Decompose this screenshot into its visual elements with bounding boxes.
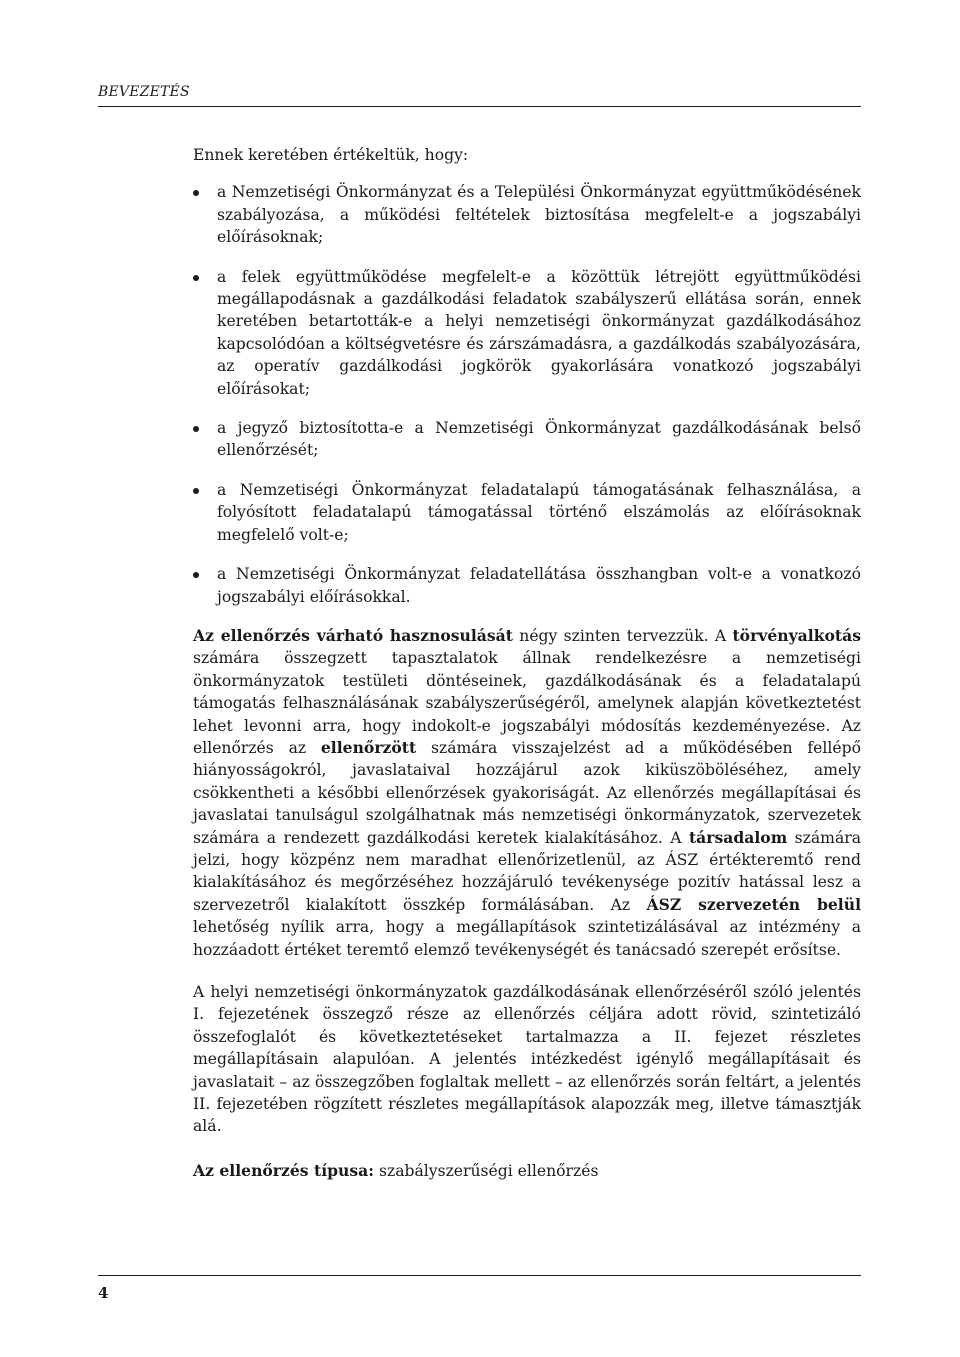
list-item-text: a Nemzetiségi Önkormányzat feladatalapú támogatásának felhasználása, a folyósított feladatalapú támogatással történő elszámolás az előírásoknak megfelelő volt-e; [217,480,861,544]
bullet-icon [193,426,199,432]
paragraph-text: számára visszajelzést ad a működésében fellépő hiányosságokról, javaslataival hozzájárul azok kiküszöböléséhez, amely csökkentheti a későbbi ellenőrzések gyakoriságát. Az ellenőrzés megállapításai és javaslatai tanulságul szolgálhatnak más nemzetiségi önkormányzatok, szervezetek számára a rendezett gazdálkodási keretek kialakításához. A [193,738,861,847]
page-body [193,144,861,1182]
audit-type-line [193,1160,861,1182]
bullet-icon [193,190,199,196]
utilization-paragraph [193,625,861,961]
list-item-text: a felek együttműködése megfelelt-e a közöttük létrejött együttműködési megállapodásnak a gazdálkodási feladatok szabályszerű ellátása során, ennek keretében betartották-e a helyi nemzetiségi önkormányzat gazdálkodásához kapcsolódóan a költségvetésre és zárszámadásra, a gazdálkodás szabályozására, az operatív gazdálkodási jogkörök gyakorlására vonatkozó jogszabályi előírásokat; [217,267,861,398]
bullet-icon [193,488,199,494]
paragraph-text: négy szinten tervezzük. A [512,626,733,645]
paragraph-text: lehetőség nyílik arra, hogy a megállapítások szintetizálásával az intézmény a hozzáadott értéket teremtő elemző tevékenységét és tanácsadó szerepét erősítse. [193,918,861,959]
audit-type-value: szabályszerűségi ellenőrzés [374,1161,599,1180]
bold-term: törvényalkotás [732,625,862,645]
bullet-icon [193,572,199,578]
list-item [193,417,861,462]
list-item [193,181,861,248]
report-structure-paragraph: A helyi nemzetiségi önkormányzatok gazdálkodásának ellenőrzéséről szóló jelentés I. fejezetének összegző része az ellenőrzés céljára adott rövid, szintetizáló összefoglalót és következtetéseket tartalmazza a II. fejezet részletes megállapításain alapulóan. A jelentés intézkedést igénylő megállapításait és javaslatait – az összegzőben foglaltak mellett – az ellenőrzés során feltárt, a jelentés II. fejezetében rögzített részletes megállapítások alapozzák meg, illetve támasztják alá. [193,983,861,1136]
bold-term: társadalom [688,827,788,847]
list-item [193,563,861,608]
paragraph-text: számára összegzett tapasztalatok állnak rendelkezésre a nemzetiségi önkormányzatok testületi döntéseinek, gazdálkodásának és a feladatalapú támogatás felhasználásának szabályszerűségéről, amelynek alapján következtetést lehet levonni arra, hogy indokolt-e jogszabályi módosítás kezdeményezése. Az ellenőrzés az [193,649,861,757]
audit-type-label: Az ellenőrzés típusa: [193,1160,375,1180]
header-rule [98,106,861,107]
evaluation-list [193,181,861,608]
list-item-text: a Nemzetiségi Önkormányzat és a Települési Önkormányzat együttműködésének szabályozása, a működési feltételek biztosítása megfelelt-e a jogszabályi előírásoknak; [217,183,861,247]
bullet-icon [193,275,199,281]
intro-sentence: Ennek keretében értékeltük, hogy: [193,146,469,164]
list-item-text: a Nemzetiségi Önkormányzat feladatellátása összhangban volt-e a vonatkozó jogszabályi előírásokkal. [217,565,861,606]
paragraph-text: számára jelzi, hogy közpénz nem maradhat ellenőrizetlenül, az ÁSZ értékteremtő rend kialakításához és megőrzéséhez hozzájáruló tevékenysége pozitív hatással lesz a szervezetről kialakított összkép formálásában. Az [193,828,862,914]
bold-term: ÁSZ szervezetén belül [646,894,861,914]
page-number: 4 [98,1284,109,1302]
list-item-text: a jegyző biztosította-e a Nemzetiségi Önkormányzat gazdálkodásának belső ellenőrzését; [217,419,861,460]
section-header: BEVEZETÉS [98,84,190,100]
bold-term: ellenőrzött [320,737,417,757]
footer-rule [98,1275,861,1276]
list-item [193,479,861,546]
list-item [193,266,861,400]
bold-term: Az ellenőrzés várható hasznosulását [193,625,513,645]
